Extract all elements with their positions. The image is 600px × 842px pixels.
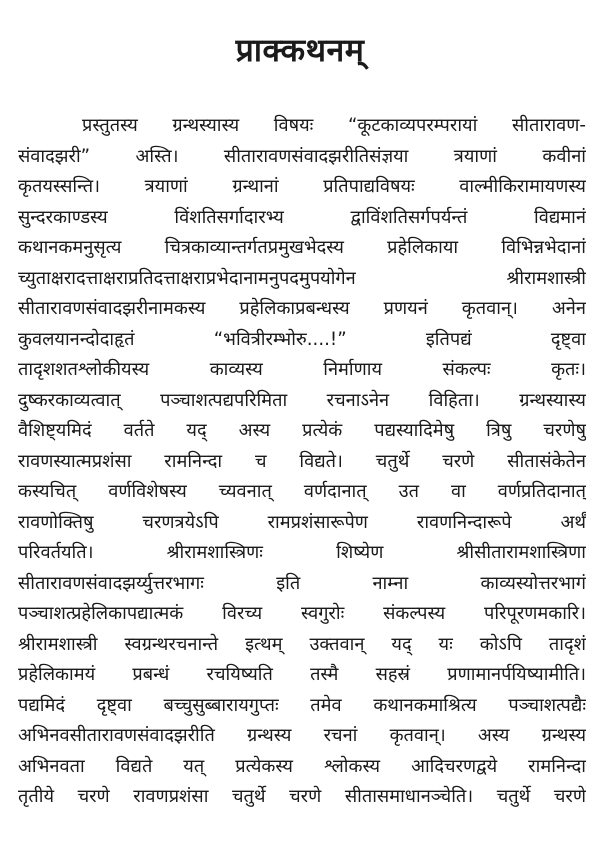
text-line: पद्यमिदं दृष्ट्वा बच्चुसुब्बारायगुप्तः तमेव कथानकमाश्रित्य पञ्चाशत्पद्यैः — [18, 694, 586, 716]
text-line: रावणस्यात्मप्रशंसा रामनिन्दा च विद्यते। चतुर्थे चरणे सीतासंकेतेन — [18, 450, 586, 472]
text-line: कथानकमनुसृत्य चित्रकाव्यान्तर्गतप्रमुखभेदस्य प्रहेलिकाया विभिन्नभेदानां — [18, 237, 586, 258]
text-line: परिवर्तयति। श्रीरामशास्त्रिणः शिष्येण श्रीसीतारामशास्त्रिणा — [18, 542, 586, 563]
text-line: च्युताक्षरादत्ताक्षराप्रतिदत्ताक्षराप्रभेदानामनुपदमुपयोगेन श्रीरामशास्त्री — [18, 267, 586, 289]
text-line: संवादझरी” अस्ति। सीतारावणसंवादझरीतिसंज्ञया त्रयाणां कवीनां — [18, 145, 586, 167]
text-line: प्रहेलिकामयं प्रबन्धं रचयिष्यति तस्मै सहस्रं प्रणामानर्पयिष्यामीति। — [18, 664, 586, 685]
body-paragraph — [18, 111, 586, 813]
text-line: रावणोक्तिषु चरणत्रयेऽपि रामप्रशंसारूपेण रावणनिन्दारूपे अर्थं — [18, 511, 586, 533]
text-line: कुवलयानन्दोदाहृतं “भवित्रीरम्भोरु....!” इतिपद्यं दृष्ट्वा — [18, 328, 586, 350]
text-line: सीतारावणसंवादझरीनामकस्य प्रहेलिकाप्रबन्धस्य प्रणयनं कृतवान्। अनेन — [18, 298, 586, 319]
text-line: अभिनवसीतारावणसंवादझरीति ग्रन्थस्य रचनां कृतवान्। अस्य ग्रन्थस्य — [18, 725, 586, 746]
text-line: श्रीरामशास्त्री स्वग्रन्थरचनान्ते इत्थम् उक्तवान् यद् यः कोऽपि तादृशं — [18, 633, 586, 655]
text-line: सुन्दरकाण्डस्य विंशतिसर्गादारभ्य द्वाविंशतिसर्गपर्यन्तं विद्यमानं — [18, 206, 586, 228]
text-line: कस्यचित् वर्णविशेषस्य च्यवनात् वर्णदानात् उत वा वर्णप्रतिदानात् — [18, 481, 586, 502]
text-line: सीतारावणसंवादझर्य्युत्तरभागः इति नाम्ना काव्यस्योत्तरभागं — [18, 572, 586, 594]
text-line: दुष्करकाव्यत्वात् पञ्चाशत्पद्यपरिमिता रचनाऽनेन विहिता। ग्रन्थस्यास्य — [18, 389, 586, 411]
text-line: अभिनवता विद्यते यत् प्रत्येकस्य श्लोकस्य आदिचरणद्वये रामनिन्दा — [18, 755, 586, 777]
text-line: वैशिष्ट्यमिदं वर्तते यद् अस्य प्रत्येकं पद्यस्यादिमेषु त्रिषु चरणेषु — [18, 420, 586, 441]
text-line: तृतीये चरणे रावणप्रशंसा चतुर्थे चरणे सीतासमाधानञ्चेति। चतुर्थे चरणे — [18, 786, 586, 807]
text-line: तादृशशतश्लोकीयस्य काव्यस्य निर्माणाय संकल्पः कृतः। — [18, 359, 586, 380]
text-line: कृतयस्सन्ति। त्रयाणां ग्रन्थानां प्रतिपाद्यविषयः वाल्मीकिरामायणस्य — [18, 176, 586, 197]
page-title: प्राक्कथनम् — [235, 31, 365, 69]
text-line: पञ्चाशत्प्रहेलिकापद्यात्मकं विरच्य स्वगुरोः संकल्पस्य परिपूरणमकारि। — [18, 603, 586, 624]
text-line: प्रस्तुतस्य ग्रन्थस्यास्य विषयः “कूटकाव्यपरम्परायां सीतारावण- — [82, 115, 586, 136]
